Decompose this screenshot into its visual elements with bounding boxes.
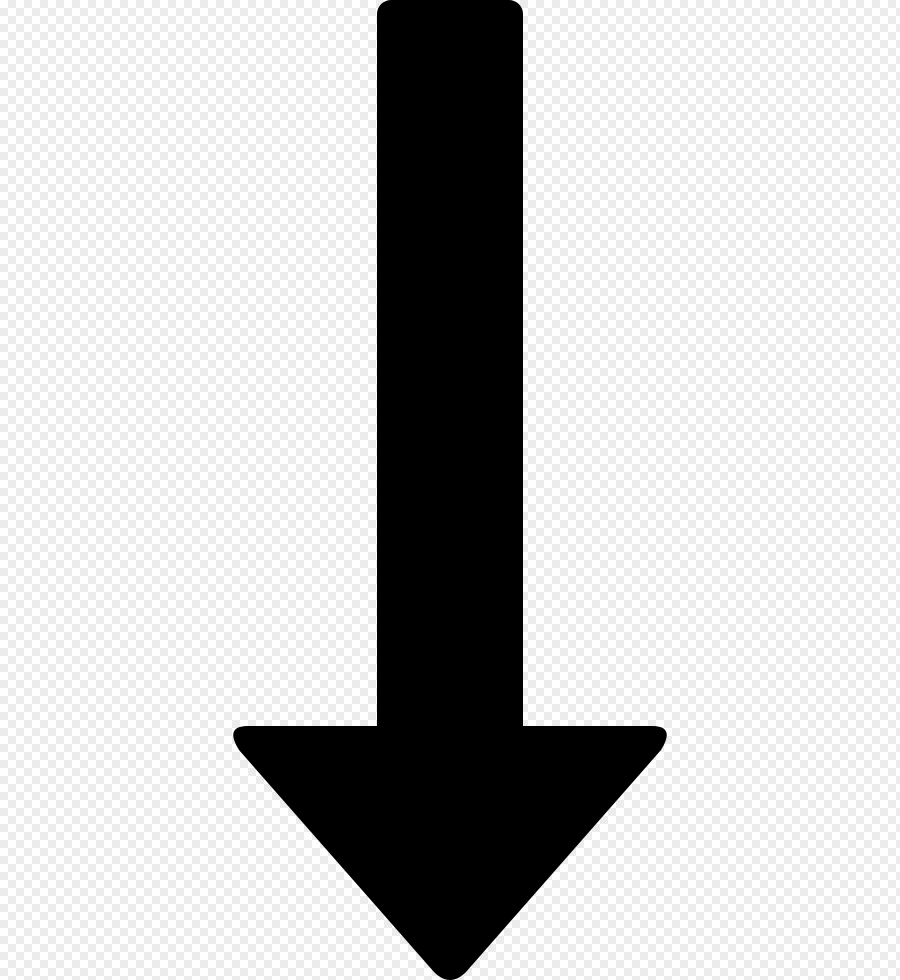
arrow-shaft [377,0,523,760]
arrow-head [233,726,667,980]
